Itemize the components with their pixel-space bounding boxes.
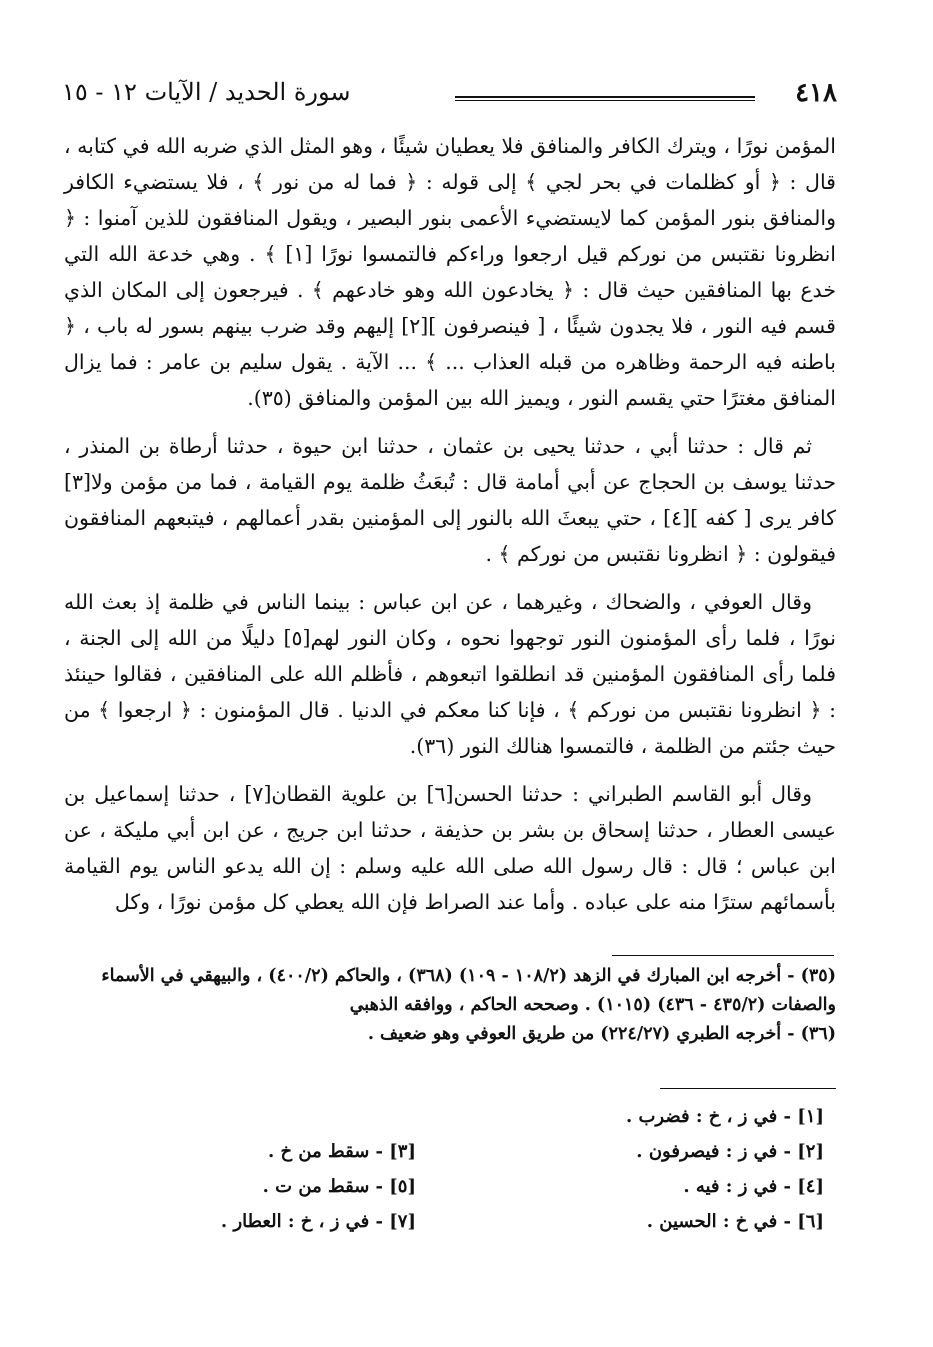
paragraph-3: وقال العوفي ، والضحاك ، وغيرهما ، عن ابن عباس : بينما الناس في ظلمة إذ بعث الله نورًا ، فلما رأى المؤمنون النور توجهوا نحوه ، وكان النور لهم[٥] دليلًا من الله إلى الجنة ، فلما رأى المنافقون المؤمنين قد انطلقوا اتبعوهم ، فأظلم الله على المنافقين ، فقالوا حينئذ : ﴿ انظرونا نقتبس من نوركم ﴾ ، فإنا كنا معكم في الدنيا . قال المؤمنون : ﴿ ارجعوا ﴾ من حيث جئتم من الظلمة ، فالتمسوا هنالك النور (٣٦). bbox=[64, 590, 836, 758]
header-rule bbox=[455, 96, 755, 98]
variant-row bbox=[64, 1211, 836, 1246]
variant-4: [٤] - في ز : فيه . bbox=[683, 1176, 824, 1197]
footnote-35: (٣٥) - أخرجه ابن المبارك في الزهد (١٠٨/٢ - ١٠٩) (٣٦٨) ، والحاكم (٤٠٠/٢) ، والبيهقي في الأسماء والصفات (٤٣٥/٢ - ٤٣٦) (١٠١٥) . وصححه الحاكم ، ووافقه الذهبي bbox=[101, 966, 836, 1015]
variant-1: [١] - في ز ، خ : فضرب . bbox=[625, 1106, 824, 1127]
variant-7: [٧] - في ز ، خ : العطار . bbox=[220, 1211, 416, 1232]
main-text bbox=[64, 128, 836, 932]
variant-5: [٥] - سقط من ت . bbox=[262, 1176, 416, 1197]
footnote-36: (٣٦) - أخرجه الطبري (٢٢٤/٢٧) من طريق العوفي وهو ضعيف . bbox=[367, 1024, 836, 1044]
page-header bbox=[62, 78, 837, 112]
variant-2: [٢] - في ز : فيصرفون . bbox=[636, 1141, 824, 1162]
paragraph-2: ثم قال : حدثنا أبي ، حدثنا يحيى بن عثمان ، حدثنا ابن حيوة ، حدثنا أرطاة بن المنذر ، حدثنا يوسف بن الحجاج عن أبي أمامة قال : تُبعَثُ ظلمة يوم القيامة ، فما من مؤمن ولا[٣] كافر يرى [ كفه ][٤] ، حتي يبعثَ الله بالنور إلى المؤمنين بقدر أعمالهم ، فيتبعهم المنافقون فيقولون : ﴿ انظرونا نقتبس من نوركم ﴾ . bbox=[64, 434, 837, 566]
variant-3: [٣] - سقط من خ . bbox=[267, 1141, 416, 1162]
textual-variants bbox=[64, 1106, 836, 1246]
footnotes bbox=[64, 962, 836, 1049]
running-title: سورة الحديد / الآيات ١٢ - ١٥ bbox=[62, 78, 351, 106]
variant-row bbox=[64, 1176, 836, 1211]
header-rule-thin bbox=[455, 100, 755, 101]
variant-row bbox=[64, 1106, 836, 1141]
variants-rule bbox=[660, 1088, 836, 1089]
variant-6: [٦] - في خ : الحسين . bbox=[646, 1211, 824, 1232]
paragraph-1: المؤمن نورًا ، ويترك الكافر والمنافق فلا يعطيان شيئًا ، وهو المثل الذي ضربه الله في كتابه ، قال : ﴿ أو كظلمات في بحر لجي ﴾ إلى قوله : ﴿ فما له من نور ﴾ ، فلا يستضيء الكافر والمنافق بنور المؤمن كما لايستضيء الأعمى بنور البصير ، ويقول المنافقون للذين آمنوا : ﴿ انظرونا نقتبس من نوركم قيل ارجعوا وراءكم فالتمسوا نورًا [١] ﴾ . وهي خدعة الله التي خدع بها المنافقين حيث قال : ﴿ يخادعون الله وهو خادعهم ﴾ . فيرجعون إلى المكان الذي قسم فيه النور ، فلا يجدون شيئًا ، [ فينصرفون ][٢] إليهم وقد ضرب بينهم بسور له باب ، ﴿ باطنه فيه الرحمة وظاهره من قبله العذاب ... ﴾ ... الآية . يقول سليم بن عامر : فما يزال المنافق مغترًا حتي يقسم النور ، ويميز الله بين المؤمن والمنافق (٣٥). bbox=[64, 134, 837, 410]
page-number: ٤١٨ bbox=[795, 78, 837, 108]
paragraph-4: وقال أبو القاسم الطبراني : حدثنا الحسن[٦] بن علوية القطان[٧] ، حدثنا إسماعيل بن عيسى العطار ، حدثنا إسحاق بن بشر بن حذيفة ، حدثنا ابن جريج ، عن ابن أبي مليكة ، عن ابن عباس ؛ قال : قال رسول الله صلى الله عليه وسلم : إن الله يدعو الناس يوم القيامة بأسمائهم سترًا منه على عباده . وأما عند الصراط فإن الله يعطي كل مؤمن نورًا ، وكل bbox=[64, 782, 836, 914]
variant-row bbox=[64, 1141, 836, 1176]
footnote-rule bbox=[612, 955, 834, 956]
